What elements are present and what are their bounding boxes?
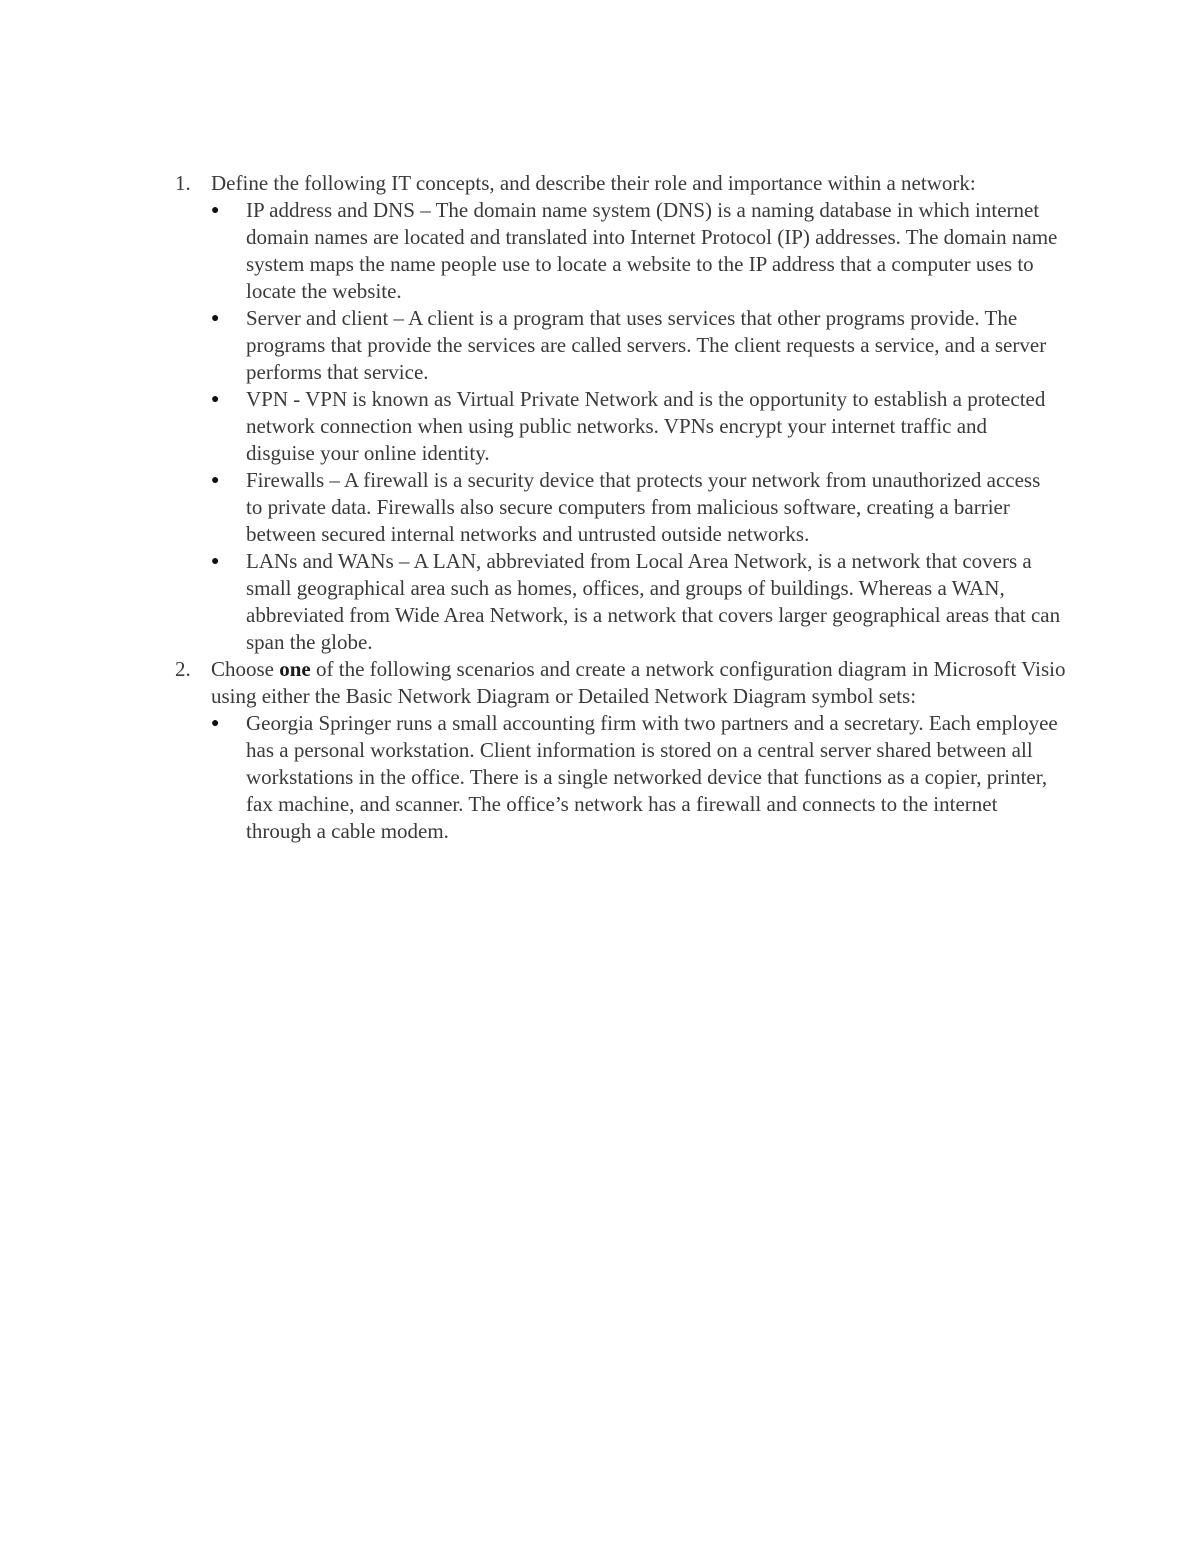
item-intro-after: of the following scenarios and create a network configuration diagram in Microsoft Visio using either the Basic Network Diagram or Detailed Network Diagram symbol sets:: [211, 657, 1066, 708]
item-intro-bold: one: [279, 657, 311, 681]
bullet-list: [211, 710, 1075, 845]
item-number: 1.: [175, 171, 191, 195]
bullet-icon: ●: [211, 716, 220, 731]
numbered-list: [175, 170, 1075, 845]
bullet-text: Server and client – A client is a program that uses services that other programs provide. The programs that provide the services are called servers. The client requests a service, and a server performs that service.: [246, 306, 1047, 384]
bullet-icon: ●: [211, 203, 220, 218]
bullet-text: LANs and WANs – A LAN, abbreviated from Local Area Network, is a network that covers a small geographical area such as homes, offices, and groups of buildings. Whereas a WAN, abbreviated from Wide Area Network, is a network that covers larger geographical areas that can span the globe.: [246, 549, 1061, 654]
bullet-item-ip-dns: [175, 197, 1061, 305]
bullet-item-lans-wans: [175, 548, 1061, 656]
bullet-text: IP address and DNS – The domain name system (DNS) is a naming database in which internet domain names are located and translated into Internet Protocol (IP) addresses. The domain name system maps the name people use to locate a website to the IP address that a computer uses to locate the website.: [246, 198, 1058, 303]
bullet-item-scenario: [175, 710, 1061, 845]
bullet-icon: ●: [211, 554, 220, 569]
bullet-item-vpn: [175, 386, 1061, 467]
list-item-2: [175, 656, 1075, 845]
bullet-text: Firewalls – A firewall is a security device that protects your network from unauthorized access to private data. Firewalls also secure computers from malicious software, creating a barrier between secured internal networks and untrusted outside networks.: [246, 468, 1041, 546]
bullet-icon: ●: [211, 311, 220, 326]
item-intro-before: Choose: [211, 657, 280, 681]
bullet-icon: ●: [211, 392, 220, 407]
item-intro: Define the following IT concepts, and describe their role and importance within a network:: [211, 171, 976, 195]
list-item-1: [175, 170, 1075, 656]
item-number: 2.: [175, 657, 191, 681]
bullet-icon: ●: [211, 473, 220, 488]
bullet-list: [211, 197, 1075, 656]
bullet-item-firewalls: [175, 467, 1061, 548]
bullet-item-server-client: [175, 305, 1061, 386]
bullet-text: Georgia Springer runs a small accounting firm with two partners and a secretary. Each employee has a personal workstation. Client information is stored on a central server shared between all workstations in the office. There is a single networked device that functions as a copier, printer, fax machine, and scanner. The office’s network has a firewall and connects to the internet through a cable modem.: [246, 711, 1058, 843]
bullet-text: VPN - VPN is known as Virtual Private Network and is the opportunity to establish a protected network connection when using public networks. VPNs encrypt your internet traffic and disguise your online identity.: [246, 387, 1046, 465]
